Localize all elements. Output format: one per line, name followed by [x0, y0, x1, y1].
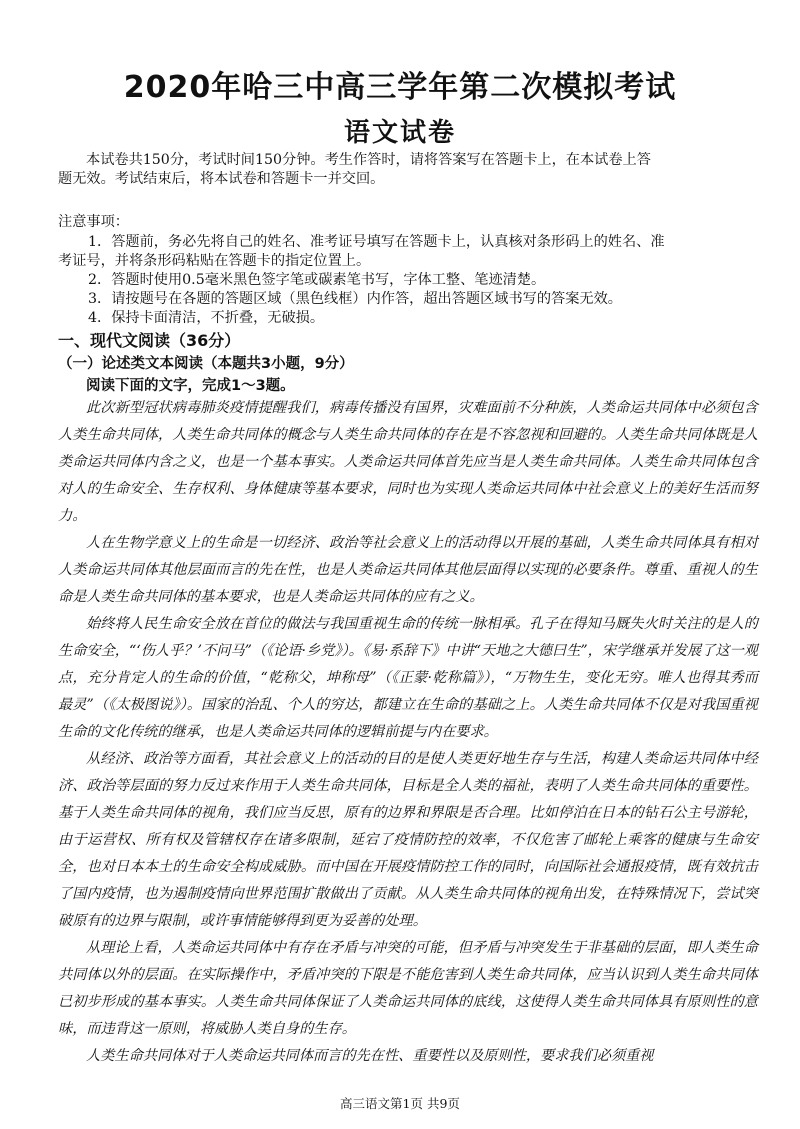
exam-subtitle: 语文试卷: [343, 118, 456, 148]
reading-instruction: 阅读下面的文字，完成1～3题。: [86, 378, 295, 394]
notes-label: 注意事项：: [58, 214, 129, 230]
reading-passage: [58, 395, 758, 1070]
note-1-continued: 考证号，并将条形码粘贴在答题卡的指定位置上。: [58, 253, 371, 269]
exam-title: 2020年哈三中高三学年第二次模拟考试: [123, 70, 677, 105]
passage-paragraph-4: 从经济、政治等方面看，其社会意义上的活动的目的是使人类更好地生存与生活，构建人类命运共同体中经济、政治等层面的努力反过来作用于人类生命共同体，目标是全人类的福祉，表明了人类生命共同体的重要性。基于人类生命共同体的视角，我们应当反思，原有的边界和界限是否合理。比如停泊在日本的钻石公主号游轮，由于运营权、所有权及管辖权存在诸多限制，延宕了疫情防控的效率，不仅危害了邮轮上乘客的健康与生命安全，也对日本本土的生命安全构成威胁。而中国在开展疫情防控工作的同时，向国际社会通报疫情，既有效抗击了国内疫情，也为遏制疫情向世界范围扩散做出了贡献。从人类生命共同体的视角出发，在特殊情况下，尝试突破原有的边界与限制，或许事情能够得到更为妥善的处理。: [58, 751, 758, 929]
passage-paragraph-2: 人在生物学意义上的生命是一切经济、政治等社会意义上的活动得以开展的基础，人类生命共同体具有相对人类命运共同体其他层面而言的先在性，也是人类命运共同体其他层面得以实现的必要条件。尊重、重视人的生命是人类生命共同体的基本要求，也是人类命运共同体的应有之义。: [58, 535, 758, 605]
section-subheading: （一）论述类文本阅读（本题共3小题，9分）: [58, 356, 354, 372]
note-3: 3．请按题号在各题的答题区域（黑色线框）内作答，超出答题区域书写的答案无效。: [88, 291, 622, 307]
note-2: 2．答题时使用0.5毫米黑色签字笔或碳素笔书写，字体工整、笔迹清楚。: [88, 272, 546, 288]
intro-line-2: 题无效。考试结束后，将本试卷和答题卡一并交回。: [58, 170, 385, 187]
intro-block: [58, 151, 758, 188]
passage-paragraph-5: 从理论上看，人类命运共同体中有存在矛盾与冲突的可能，但矛盾与冲突发生于非基础的层面，即人类生命共同体以外的层面。在实际操作中，矛盾冲突的下限是不能危害到人类生命共同体，应当认识到人类生命共同体已初步形成的基本事实。人类生命共同体保证了人类命运共同体的底线，这使得人类生命共同体具有原则性的意味，而违背这一原则，将威胁人类自身的生存。: [58, 940, 758, 1037]
note-4: 4．保持卡面清洁，不折叠，无破损。: [88, 310, 325, 326]
section-heading: 一、现代文阅读（36分）: [58, 331, 241, 350]
intro-line-1: 本试卷共150分，考试时间150分钟。考生作答时，请将答案写在答题卡上，在本试卷上答: [86, 152, 651, 168]
passage-paragraph-6: 人类生命共同体对于人类命运共同体而言的先在性、重要性以及原则性，要求我们必须重视: [86, 1048, 654, 1064]
passage-paragraph-1: 此次新型冠状病毒肺炎疫情提醒我们，病毒传播没有国界，灾难面前不分种族，人类命运共同体中必须包含人类生命共同体，人类生命共同体的概念与人类生命共同体的存在是不容忽视和回避的。人类生命共同体既是人类命运共同体内含之义，也是一个基本事实。人类命运共同体首先应当是人类生命共同体。人类生命共同体包含对人的生命安全、生存权利、身体健康等基本要求，同时也为实现人类命运共同体中社会意义上的美好生活而努力。: [58, 400, 758, 524]
note-1: 1．答题前，务必先将自己的姓名、准考证号填写在答题卡上，认真核对条形码上的姓名、准: [88, 234, 665, 250]
page-footer: 高三语文第1页 共9页: [340, 1096, 460, 1111]
passage-paragraph-3: 始终将人民生命安全放在首位的做法与我国重视生命的传统一脉相承。孔子在得知马厩失火时关注的是人的生命安全，“‘伤人乎？’不问马”（《论语·乡党》）。《易·系辞下》中讲“天地之大德曰生”，宋学继承并发展了这一观点，充分肯定人的生命的价值，“乾称父，坤称母”（《正蒙·乾称篇》），“万物生生，变化无穷。唯人也得其秀而最灵”（《太极图说》）。国家的治乱、个人的穷达，都建立在生命的基础之上。人类生命共同体不仅是对我国重视生命的文化传统的继承，也是人类命运共同体的逻辑前提与内在要求。: [58, 616, 758, 740]
